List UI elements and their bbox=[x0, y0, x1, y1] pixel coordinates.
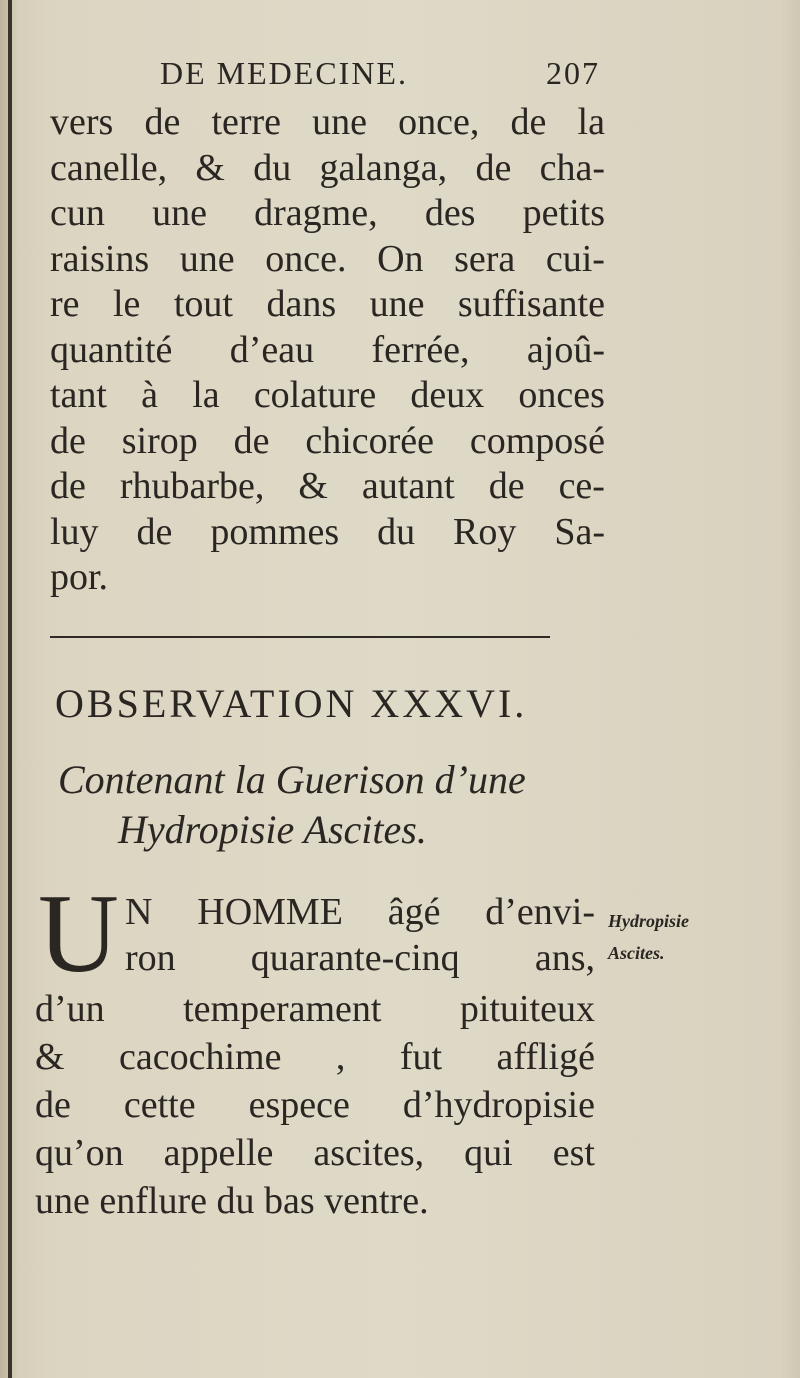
text-line bbox=[50, 373, 605, 419]
word: la bbox=[577, 101, 605, 143]
word: de bbox=[510, 101, 547, 143]
text-line bbox=[50, 328, 605, 374]
word: ce- bbox=[558, 465, 605, 507]
body-text bbox=[50, 100, 605, 601]
word: la bbox=[192, 374, 220, 416]
word: & bbox=[298, 465, 328, 507]
page-number: 207 bbox=[546, 55, 600, 91]
word: de bbox=[50, 465, 86, 507]
section-divider bbox=[50, 636, 550, 638]
word: quarante-cinq bbox=[250, 936, 460, 979]
word: Roy bbox=[453, 510, 517, 553]
word: quantité bbox=[50, 328, 173, 371]
word: once, bbox=[398, 101, 480, 143]
word: ascites, bbox=[313, 1132, 425, 1174]
word: raisins bbox=[50, 237, 150, 280]
word: Sa- bbox=[554, 510, 605, 553]
running-header bbox=[160, 55, 600, 95]
word: once. bbox=[265, 237, 347, 280]
word: composé bbox=[469, 419, 605, 462]
word: HOMME bbox=[197, 891, 343, 933]
word: d’envi- bbox=[485, 891, 595, 933]
word: de bbox=[475, 146, 512, 189]
word: affligé bbox=[496, 1036, 595, 1078]
text-line bbox=[50, 237, 605, 283]
word: & bbox=[35, 1036, 65, 1078]
paragraph-body bbox=[35, 985, 595, 1225]
word: colature bbox=[253, 374, 377, 416]
word: galanga, bbox=[319, 146, 448, 189]
word: dans bbox=[266, 283, 337, 325]
word: vers bbox=[50, 101, 114, 143]
word: d’un bbox=[35, 988, 105, 1030]
text-line bbox=[35, 985, 595, 1033]
word: cette bbox=[123, 1084, 196, 1126]
word: de bbox=[35, 1084, 71, 1126]
text-line bbox=[35, 1081, 595, 1129]
subtitle-line: Contenant la Guerison d’une bbox=[58, 757, 526, 802]
word: dragme, bbox=[254, 192, 378, 234]
margin-note bbox=[608, 905, 778, 969]
word: à bbox=[141, 374, 159, 416]
text-line bbox=[35, 1129, 595, 1177]
word: du bbox=[253, 146, 292, 189]
word: qu’on bbox=[35, 1132, 124, 1174]
word: le bbox=[112, 283, 141, 325]
word: d’hydropisie bbox=[402, 1084, 595, 1126]
word: ron bbox=[125, 936, 176, 979]
drop-cap: U bbox=[38, 872, 119, 996]
text-line bbox=[50, 146, 605, 192]
text-line: une enflure du bas ventre. bbox=[35, 1180, 429, 1222]
word: N bbox=[125, 891, 153, 933]
word: pommes bbox=[210, 510, 340, 553]
word: autant bbox=[361, 465, 455, 507]
word: de bbox=[144, 101, 181, 143]
text-line bbox=[50, 100, 605, 146]
word: onces bbox=[518, 374, 605, 416]
word: une bbox=[312, 101, 368, 143]
subtitle-line: Hydropisie Ascites. bbox=[118, 807, 427, 852]
word: espece bbox=[248, 1084, 350, 1126]
word: âgé bbox=[387, 891, 441, 933]
text-line bbox=[50, 191, 605, 237]
text-line bbox=[50, 464, 605, 510]
word: On bbox=[377, 237, 424, 280]
word: chicorée bbox=[305, 419, 435, 462]
word: ajoû- bbox=[526, 328, 605, 371]
word: fut bbox=[399, 1036, 443, 1078]
word: re bbox=[50, 283, 80, 325]
word: cacochime bbox=[119, 1036, 282, 1078]
word: sirop bbox=[121, 419, 198, 462]
word: canelle, bbox=[50, 146, 168, 189]
word: temperament bbox=[183, 988, 382, 1030]
word: appelle bbox=[163, 1132, 274, 1174]
running-title: DE MEDECINE. bbox=[160, 55, 408, 91]
word: terre bbox=[211, 101, 282, 143]
word: est bbox=[552, 1132, 595, 1174]
text-line bbox=[125, 890, 595, 936]
text-line bbox=[50, 282, 605, 328]
word: ans, bbox=[534, 936, 595, 979]
word: cui- bbox=[545, 237, 605, 280]
word: , bbox=[335, 1036, 346, 1078]
page-binding-edge bbox=[8, 0, 12, 1378]
word: suffisante bbox=[457, 283, 605, 325]
word: rhubarbe, bbox=[119, 465, 265, 507]
text-line bbox=[50, 419, 605, 465]
text-line bbox=[125, 936, 595, 982]
margin-note-line: Hydropisie bbox=[608, 911, 689, 931]
margin-note-line: Ascites. bbox=[608, 943, 665, 963]
observation-heading: OBSERVATION XXXVI. bbox=[55, 681, 528, 726]
word: cun bbox=[50, 192, 105, 234]
word: cha- bbox=[539, 146, 605, 189]
word: tout bbox=[173, 283, 233, 325]
word: une bbox=[179, 237, 235, 280]
text-line bbox=[50, 510, 605, 556]
word: de bbox=[233, 419, 270, 462]
word: du bbox=[377, 510, 416, 553]
text-line bbox=[35, 1033, 595, 1081]
word: pituiteux bbox=[459, 988, 595, 1030]
word: ferrée, bbox=[371, 328, 470, 371]
word: petits bbox=[522, 192, 605, 234]
word: de bbox=[488, 465, 525, 507]
text-line: por. bbox=[50, 556, 109, 598]
word: de bbox=[136, 510, 173, 553]
word: luy bbox=[50, 510, 99, 553]
word: des bbox=[424, 192, 476, 234]
word: d’eau bbox=[229, 328, 315, 371]
observation-subtitle bbox=[58, 755, 618, 855]
word: une bbox=[152, 192, 207, 234]
word: sera bbox=[454, 237, 516, 280]
word: & bbox=[195, 146, 225, 189]
word: qui bbox=[464, 1132, 513, 1174]
word: tant bbox=[50, 374, 107, 416]
word: de bbox=[50, 419, 86, 462]
word: une bbox=[369, 283, 425, 325]
word: deux bbox=[410, 374, 485, 416]
paragraph-opening bbox=[125, 890, 595, 981]
